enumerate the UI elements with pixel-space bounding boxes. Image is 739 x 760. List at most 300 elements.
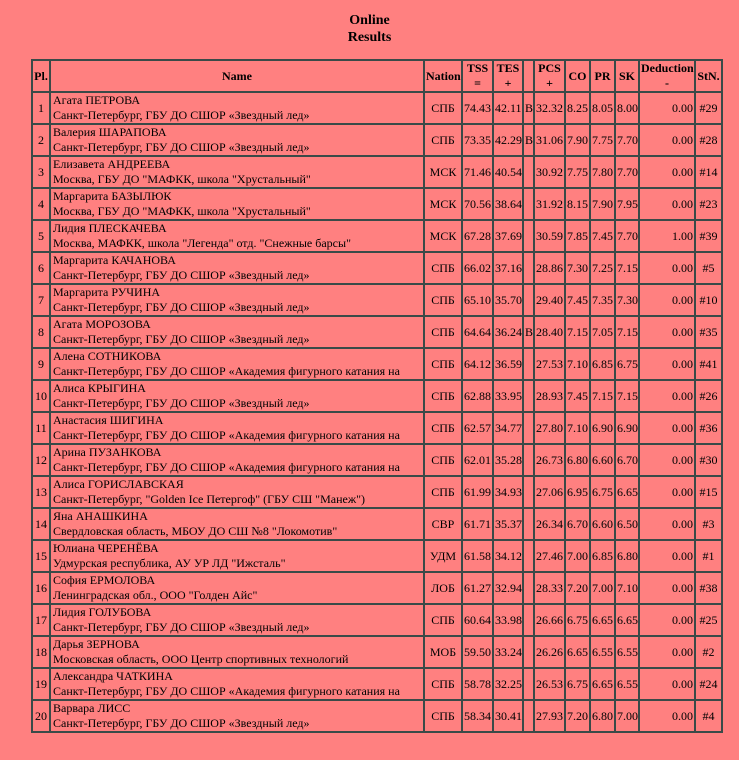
cell-nation: СПБ <box>424 412 462 444</box>
cell-bonus <box>523 540 534 572</box>
cell-place: 5 <box>32 220 50 252</box>
header-nation: Nation <box>424 60 462 92</box>
table-row <box>32 700 722 732</box>
cell-start-number: #1 <box>695 540 722 572</box>
skater-name: Алиса КРЫГИНА <box>53 381 146 395</box>
cell-nation: МОБ <box>424 636 462 668</box>
cell-pr: 6.90 <box>590 412 615 444</box>
cell-name <box>50 540 424 572</box>
cell-tss: 61.27 <box>462 572 493 604</box>
cell-pr: 6.85 <box>590 348 615 380</box>
cell-pr: 6.80 <box>590 700 615 732</box>
skater-club: Ленинградская обл., ООО "Голден Айс" <box>53 588 258 602</box>
cell-start-number: #41 <box>695 348 722 380</box>
cell-pcs: 26.26 <box>534 636 565 668</box>
title-line-2: Results <box>347 30 392 45</box>
cell-name <box>50 156 424 188</box>
cell-bonus: B <box>523 92 534 124</box>
cell-sk: 7.30 <box>615 284 639 316</box>
cell-name <box>50 508 424 540</box>
cell-deduction: 0.00 <box>639 636 695 668</box>
cell-sk: 7.15 <box>615 252 639 284</box>
cell-pr: 6.65 <box>590 668 615 700</box>
cell-nation: ЛОБ <box>424 572 462 604</box>
cell-start-number: #36 <box>695 412 722 444</box>
cell-sk: 7.00 <box>615 700 639 732</box>
cell-bonus <box>523 444 534 476</box>
skater-name: Арина ПУЗАНКОВА <box>53 445 162 459</box>
header-deduction-label: Deduction <box>641 61 694 75</box>
skater-name: Елизавета АНДРЕЕВА <box>53 157 171 171</box>
cell-co: 7.90 <box>565 124 590 156</box>
skater-club: Санкт-Петербург, ГБУ ДО СШОР «Звездный лед» <box>53 268 310 282</box>
cell-nation: СПБ <box>424 348 462 380</box>
header-sk: SK <box>615 60 639 92</box>
skater-club: Санкт-Петербург, ГБУ ДО СШОР «Звездный лед» <box>53 300 310 314</box>
page-title <box>0 0 739 46</box>
cell-tes: 30.41 <box>493 700 523 732</box>
table-row <box>32 188 722 220</box>
cell-deduction: 0.00 <box>639 348 695 380</box>
cell-bonus <box>523 508 534 540</box>
cell-sk: 7.95 <box>615 188 639 220</box>
cell-sk: 7.70 <box>615 156 639 188</box>
cell-tss: 73.35 <box>462 124 493 156</box>
cell-start-number: #30 <box>695 444 722 476</box>
cell-deduction: 0.00 <box>639 156 695 188</box>
skater-club: Санкт-Петербург, ГБУ ДО СШОР «Звездный лед» <box>53 108 310 122</box>
cell-pcs: 28.33 <box>534 572 565 604</box>
cell-tes: 32.25 <box>493 668 523 700</box>
cell-tss: 66.02 <box>462 252 493 284</box>
cell-deduction: 0.00 <box>639 700 695 732</box>
cell-tss: 65.10 <box>462 284 493 316</box>
cell-deduction: 0.00 <box>639 540 695 572</box>
skater-name: Варвара ЛИСС <box>53 701 131 715</box>
table-row <box>32 252 722 284</box>
cell-deduction: 0.00 <box>639 124 695 156</box>
skater-name: Агата ПЕТРОВА <box>53 93 141 107</box>
cell-pr: 7.75 <box>590 124 615 156</box>
table-row <box>32 156 722 188</box>
cell-name <box>50 284 424 316</box>
skater-name: Маргарита БАЗЫЛЮК <box>53 189 172 203</box>
table-row <box>32 92 722 124</box>
cell-name <box>50 380 424 412</box>
cell-sk: 6.75 <box>615 348 639 380</box>
cell-tes: 33.98 <box>493 604 523 636</box>
cell-place: 20 <box>32 700 50 732</box>
cell-place: 17 <box>32 604 50 636</box>
cell-deduction: 0.00 <box>639 92 695 124</box>
cell-place: 7 <box>32 284 50 316</box>
cell-tss: 61.58 <box>462 540 493 572</box>
cell-tss: 62.01 <box>462 444 493 476</box>
cell-bonus <box>523 284 534 316</box>
table-row <box>32 636 722 668</box>
cell-deduction: 0.00 <box>639 412 695 444</box>
cell-sk: 7.70 <box>615 124 639 156</box>
skater-club: Санкт-Петербург, ГБУ ДО СШОР «Академия фигурного катания на <box>53 364 400 378</box>
cell-co: 8.25 <box>565 92 590 124</box>
cell-tes: 42.29 <box>493 124 523 156</box>
cell-sk: 6.55 <box>615 668 639 700</box>
cell-deduction: 0.00 <box>639 604 695 636</box>
cell-place: 16 <box>32 572 50 604</box>
cell-tes: 35.37 <box>493 508 523 540</box>
cell-pr: 7.35 <box>590 284 615 316</box>
table-row <box>32 316 722 348</box>
table-row <box>32 220 722 252</box>
cell-pcs: 27.53 <box>534 348 565 380</box>
cell-co: 7.15 <box>565 316 590 348</box>
skater-name: Агата МОРОЗОВА <box>53 317 151 331</box>
cell-nation: СВР <box>424 508 462 540</box>
cell-pr: 6.60 <box>590 508 615 540</box>
cell-sk: 7.15 <box>615 316 639 348</box>
cell-tss: 61.99 <box>462 476 493 508</box>
skater-name: Лидия ПЛЕСКАЧЕВА <box>53 221 167 235</box>
cell-co: 6.95 <box>565 476 590 508</box>
cell-name <box>50 316 424 348</box>
cell-name <box>50 668 424 700</box>
skater-name: Алиса ГОРИСЛАВСКАЯ <box>53 477 184 491</box>
cell-start-number: #2 <box>695 636 722 668</box>
table-row <box>32 284 722 316</box>
skater-club: Санкт-Петербург, ГБУ ДО СШОР «Звездный лед» <box>53 620 310 634</box>
skater-name: Маргарита КАЧАНОВА <box>53 253 176 267</box>
cell-nation: СПБ <box>424 668 462 700</box>
cell-place: 15 <box>32 540 50 572</box>
cell-name <box>50 476 424 508</box>
cell-co: 6.75 <box>565 668 590 700</box>
cell-tes: 36.59 <box>493 348 523 380</box>
cell-start-number: #14 <box>695 156 722 188</box>
cell-tes: 38.64 <box>493 188 523 220</box>
cell-place: 11 <box>32 412 50 444</box>
cell-co: 7.00 <box>565 540 590 572</box>
cell-sk: 6.55 <box>615 636 639 668</box>
cell-tes: 35.28 <box>493 444 523 476</box>
cell-start-number: #10 <box>695 284 722 316</box>
cell-start-number: #39 <box>695 220 722 252</box>
cell-tss: 61.71 <box>462 508 493 540</box>
cell-tss: 70.56 <box>462 188 493 220</box>
skater-name: Анастасия ШИГИНА <box>53 413 164 427</box>
cell-deduction: 0.00 <box>639 476 695 508</box>
cell-tss: 62.57 <box>462 412 493 444</box>
skater-club: Санкт-Петербург, ГБУ ДО СШОР «Звездный лед» <box>53 140 310 154</box>
table-row <box>32 348 722 380</box>
cell-tss: 58.34 <box>462 700 493 732</box>
table-row <box>32 604 722 636</box>
cell-pcs: 30.92 <box>534 156 565 188</box>
cell-place: 19 <box>32 668 50 700</box>
cell-bonus <box>523 252 534 284</box>
header-place: Pl. <box>32 60 50 92</box>
cell-pr: 7.80 <box>590 156 615 188</box>
cell-co: 6.65 <box>565 636 590 668</box>
cell-start-number: #24 <box>695 668 722 700</box>
cell-start-number: #3 <box>695 508 722 540</box>
cell-sk: 7.15 <box>615 380 639 412</box>
header-row <box>32 60 722 92</box>
cell-pr: 6.85 <box>590 540 615 572</box>
cell-sk: 6.90 <box>615 412 639 444</box>
cell-name <box>50 92 424 124</box>
cell-start-number: #26 <box>695 380 722 412</box>
cell-nation: УДМ <box>424 540 462 572</box>
cell-pcs: 29.40 <box>534 284 565 316</box>
cell-pcs: 26.53 <box>534 668 565 700</box>
cell-sk: 6.70 <box>615 444 639 476</box>
cell-place: 6 <box>32 252 50 284</box>
cell-deduction: 0.00 <box>639 252 695 284</box>
cell-bonus <box>523 156 534 188</box>
cell-pcs: 32.32 <box>534 92 565 124</box>
cell-start-number: #23 <box>695 188 722 220</box>
title-line-1: Online <box>349 13 390 28</box>
cell-pcs: 26.34 <box>534 508 565 540</box>
cell-name <box>50 124 424 156</box>
skater-club: Санкт-Петербург, ГБУ ДО СШОР «Академия фигурного катания на <box>53 460 400 474</box>
cell-co: 7.30 <box>565 252 590 284</box>
cell-name <box>50 220 424 252</box>
cell-start-number: #35 <box>695 316 722 348</box>
cell-name <box>50 604 424 636</box>
cell-deduction: 0.00 <box>639 444 695 476</box>
cell-pcs: 27.93 <box>534 700 565 732</box>
table-row <box>32 412 722 444</box>
cell-pr: 6.55 <box>590 636 615 668</box>
cell-sk: 7.70 <box>615 220 639 252</box>
cell-tes: 37.16 <box>493 252 523 284</box>
cell-tes: 36.24 <box>493 316 523 348</box>
cell-start-number: #28 <box>695 124 722 156</box>
cell-name <box>50 444 424 476</box>
cell-pr: 7.15 <box>590 380 615 412</box>
skater-club: Санкт-Петербург, "Golden Ice Петергоф" (ГБУ СШ "Манеж") <box>53 492 366 506</box>
cell-pr: 7.00 <box>590 572 615 604</box>
cell-nation: СПБ <box>424 444 462 476</box>
cell-name <box>50 188 424 220</box>
skater-name: Александра ЧАТКИНА <box>53 669 173 683</box>
cell-pr: 8.05 <box>590 92 615 124</box>
skater-name: Юлиана ЧЕРЕНЁВА <box>53 541 159 555</box>
header-deduction-sign: - <box>665 76 669 90</box>
cell-tes: 34.12 <box>493 540 523 572</box>
header-start-number: StN. <box>695 60 722 92</box>
cell-pcs: 27.80 <box>534 412 565 444</box>
cell-co: 7.75 <box>565 156 590 188</box>
cell-pcs: 27.06 <box>534 476 565 508</box>
results-table <box>31 59 723 733</box>
cell-pcs: 31.06 <box>534 124 565 156</box>
cell-start-number: #29 <box>695 92 722 124</box>
cell-tss: 64.12 <box>462 348 493 380</box>
cell-pcs: 27.46 <box>534 540 565 572</box>
cell-name <box>50 348 424 380</box>
cell-nation: СПБ <box>424 476 462 508</box>
cell-tes: 35.70 <box>493 284 523 316</box>
cell-sk: 8.00 <box>615 92 639 124</box>
cell-co: 6.80 <box>565 444 590 476</box>
cell-pr: 6.65 <box>590 604 615 636</box>
header-name: Name <box>50 60 424 92</box>
cell-co: 7.10 <box>565 412 590 444</box>
skater-name: Маргарита РУЧИНА <box>53 285 161 299</box>
header-pcs-sign: + <box>546 76 553 90</box>
skater-club: Санкт-Петербург, ГБУ ДО СШОР «Академия фигурного катания на <box>53 428 400 442</box>
header-pr: PR <box>590 60 615 92</box>
skater-club: Санкт-Петербург, ГБУ ДО СШОР «Звездный лед» <box>53 332 310 346</box>
cell-name <box>50 700 424 732</box>
cell-co: 7.45 <box>565 380 590 412</box>
header-tss-sign: = <box>474 76 481 90</box>
cell-deduction: 0.00 <box>639 316 695 348</box>
skater-club: Свердловская область, МБОУ ДО СШ №8 "Локомотив" <box>53 524 338 538</box>
cell-bonus <box>523 380 534 412</box>
cell-tes: 34.77 <box>493 412 523 444</box>
cell-nation: СПБ <box>424 604 462 636</box>
cell-pr: 7.90 <box>590 188 615 220</box>
cell-start-number: #4 <box>695 700 722 732</box>
cell-place: 3 <box>32 156 50 188</box>
header-tes-label: TES <box>496 61 520 75</box>
cell-bonus <box>523 220 534 252</box>
cell-place: 4 <box>32 188 50 220</box>
cell-tes: 37.69 <box>493 220 523 252</box>
cell-sk: 7.10 <box>615 572 639 604</box>
cell-pr: 6.75 <box>590 476 615 508</box>
cell-bonus <box>523 188 534 220</box>
cell-deduction: 0.00 <box>639 572 695 604</box>
cell-start-number: #5 <box>695 252 722 284</box>
skater-name: Валерия ШАРАПОВА <box>53 125 167 139</box>
skater-club: Санкт-Петербург, ГБУ ДО СШОР «Звездный лед» <box>53 716 310 730</box>
table-row <box>32 476 722 508</box>
cell-place: 18 <box>32 636 50 668</box>
cell-nation: МСК <box>424 188 462 220</box>
table-row <box>32 124 722 156</box>
cell-name <box>50 412 424 444</box>
cell-place: 9 <box>32 348 50 380</box>
cell-tss: 58.78 <box>462 668 493 700</box>
cell-sk: 6.50 <box>615 508 639 540</box>
cell-tss: 60.64 <box>462 604 493 636</box>
cell-bonus <box>523 572 534 604</box>
cell-start-number: #25 <box>695 604 722 636</box>
cell-pr: 7.25 <box>590 252 615 284</box>
cell-tes: 42.11 <box>493 92 523 124</box>
skater-name: Яна АНАШКИНА <box>53 509 148 523</box>
table-row <box>32 380 722 412</box>
cell-co: 7.85 <box>565 220 590 252</box>
cell-bonus <box>523 636 534 668</box>
cell-place: 13 <box>32 476 50 508</box>
cell-pcs: 30.59 <box>534 220 565 252</box>
cell-co: 7.20 <box>565 572 590 604</box>
table-row <box>32 668 722 700</box>
cell-pr: 6.60 <box>590 444 615 476</box>
cell-sk: 6.80 <box>615 540 639 572</box>
skater-name: София ЕРМОЛОВА <box>53 573 156 587</box>
header-bonus <box>523 60 534 92</box>
cell-tss: 62.88 <box>462 380 493 412</box>
cell-bonus <box>523 348 534 380</box>
cell-pr: 7.05 <box>590 316 615 348</box>
cell-deduction: 0.00 <box>639 508 695 540</box>
cell-name <box>50 636 424 668</box>
cell-co: 7.20 <box>565 700 590 732</box>
cell-deduction: 0.00 <box>639 668 695 700</box>
skater-name: Лидия ГОЛУБОВА <box>53 605 152 619</box>
header-pcs <box>534 60 565 92</box>
skater-club: Москва, МАФКК, школа "Легенда" отд. "Снежные барсы" <box>53 236 351 250</box>
cell-tes: 33.24 <box>493 636 523 668</box>
cell-deduction: 0.00 <box>639 380 695 412</box>
header-tes-sign: + <box>504 76 512 90</box>
cell-bonus <box>523 668 534 700</box>
cell-nation: СПБ <box>424 380 462 412</box>
cell-bonus <box>523 700 534 732</box>
cell-bonus <box>523 604 534 636</box>
cell-bonus: B <box>523 316 534 348</box>
cell-tss: 59.50 <box>462 636 493 668</box>
cell-deduction: 1.00 <box>639 220 695 252</box>
table-row <box>32 540 722 572</box>
cell-place: 8 <box>32 316 50 348</box>
cell-tss: 67.28 <box>462 220 493 252</box>
cell-place: 1 <box>32 92 50 124</box>
cell-place: 12 <box>32 444 50 476</box>
cell-place: 10 <box>32 380 50 412</box>
cell-nation: МСК <box>424 220 462 252</box>
cell-co: 6.75 <box>565 604 590 636</box>
cell-tss: 71.46 <box>462 156 493 188</box>
cell-name <box>50 252 424 284</box>
skater-club: Санкт-Петербург, ГБУ ДО СШОР «Звездный лед» <box>53 396 310 410</box>
skater-club: Санкт-Петербург, ГБУ ДО СШОР «Академия фигурного катания на <box>53 684 400 698</box>
cell-nation: СПБ <box>424 700 462 732</box>
cell-deduction: 0.00 <box>639 284 695 316</box>
header-tss-label: TSS <box>466 61 489 75</box>
header-tes <box>493 60 523 92</box>
cell-co: 7.10 <box>565 348 590 380</box>
cell-tes: 33.95 <box>493 380 523 412</box>
skater-name: Дарья ЗЕРНОВА <box>53 637 140 651</box>
cell-nation: СПБ <box>424 284 462 316</box>
cell-place: 2 <box>32 124 50 156</box>
table-row <box>32 508 722 540</box>
cell-sk: 6.65 <box>615 476 639 508</box>
skater-club: Московская область, ООО Центр спортивных технологий <box>53 652 349 666</box>
cell-nation: СПБ <box>424 316 462 348</box>
cell-deduction: 0.00 <box>639 188 695 220</box>
cell-co: 8.15 <box>565 188 590 220</box>
cell-place: 14 <box>32 508 50 540</box>
cell-pcs: 26.73 <box>534 444 565 476</box>
cell-name <box>50 572 424 604</box>
cell-nation: СПБ <box>424 252 462 284</box>
cell-start-number: #38 <box>695 572 722 604</box>
skater-name: Алена СОТНИКОВА <box>53 349 162 363</box>
cell-pcs: 28.93 <box>534 380 565 412</box>
skater-club: Москва, ГБУ ДО "МАФКК, школа "Хрустальный" <box>53 204 311 218</box>
cell-tss: 64.64 <box>462 316 493 348</box>
cell-sk: 6.65 <box>615 604 639 636</box>
cell-bonus <box>523 412 534 444</box>
